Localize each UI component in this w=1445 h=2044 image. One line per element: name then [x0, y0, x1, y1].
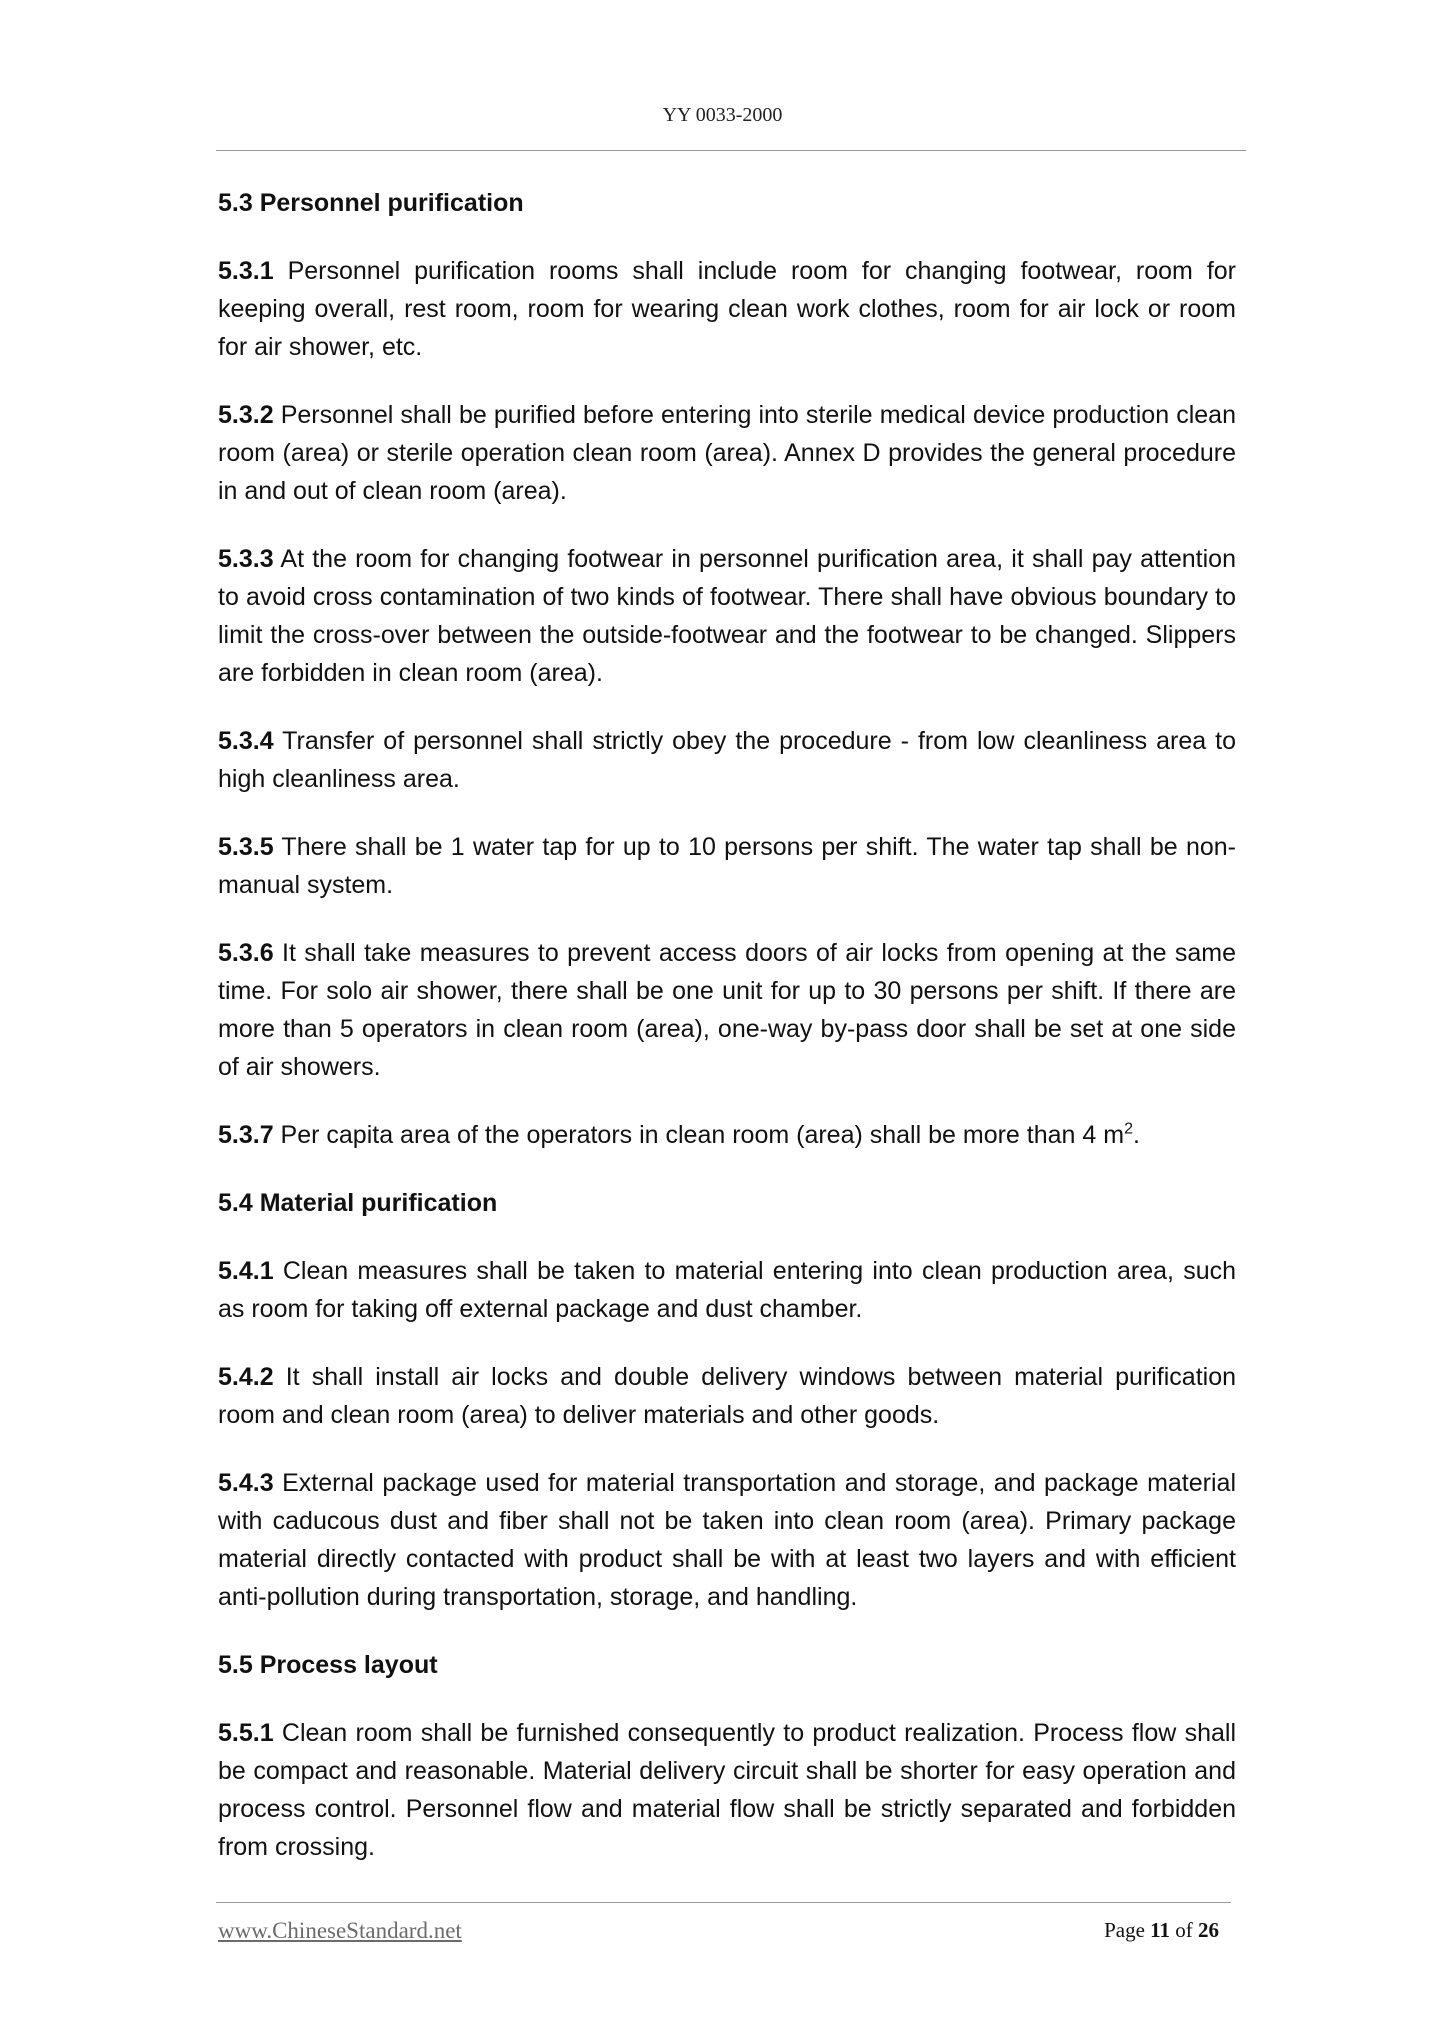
clause-5-3-6	[218, 934, 1236, 1086]
clause-text: It shall install air locks and double delivery windows between material purification room and clean room (area) to deliver materials and other goods.	[218, 1363, 1236, 1429]
clause-5-4-3	[218, 1464, 1236, 1616]
section-heading-5-4: 5.4 Material purification	[218, 1189, 498, 1217]
clause-number: 5.4.3	[218, 1469, 274, 1497]
clause-5-4-1	[218, 1252, 1236, 1328]
clause-text: Personnel purification rooms shall include room for changing footwear, room for keeping overall, rest room, room for wearing clean work clothes, room for air lock or room for air shower, etc.	[218, 257, 1236, 361]
clause-number: 5.5.1	[218, 1719, 274, 1747]
clause-5-3-1	[218, 252, 1236, 366]
clause-text-end: .	[1132, 1121, 1140, 1149]
document-header-code: YY 0033-2000	[662, 104, 783, 126]
clause-text: It shall take measures to prevent access doors of air locks from opening at the same time. For solo air shower, there shall be one unit for up to 30 persons per shift. If there are more than 5 operators in clean room (area), one-way by-pass door shall be set at one side of air showers.	[218, 939, 1236, 1081]
clause-5-3-2	[218, 396, 1236, 510]
clause-5-4-2	[218, 1358, 1236, 1434]
page-prefix: Page	[1104, 1918, 1151, 1942]
section-heading-5-3: 5.3 Personnel purification	[218, 189, 524, 217]
clause-number: 5.3.4	[218, 727, 274, 755]
clause-number: 5.3.7	[218, 1121, 274, 1149]
clause-5-3-5	[218, 828, 1236, 904]
clause-number: 5.4.1	[218, 1257, 274, 1285]
clause-5-3-4	[218, 722, 1236, 798]
clause-text: Per capita area of the operators in clean room (area) shall be more than 4 m	[273, 1121, 1125, 1149]
clause-5-3-3	[218, 540, 1236, 692]
page-of: of	[1170, 1918, 1198, 1942]
clause-number: 5.3.6	[218, 939, 274, 967]
clause-text: Clean room shall be furnished consequently to product realization. Process flow shall be compact and reasonable. Material delivery circuit shall be shorter for easy operation and process control. Personnel flow and material flow shall be strictly separated and forbidden from crossing.	[218, 1719, 1236, 1861]
document-body	[218, 180, 1236, 1896]
clause-text: External package used for material transportation and storage, and package material with caducous dust and fiber shall not be taken into clean room (area). Primary package material directly contacted with product shall be with at least two layers and with efficient anti-pollution during transportation, storage, and handling.	[218, 1469, 1236, 1611]
clause-5-5-1	[218, 1714, 1236, 1866]
clause-text: There shall be 1 water tap for up to 10 persons per shift. The water tap shall be non-manual system.	[218, 833, 1236, 899]
clause-text: Personnel shall be purified before entering into sterile medical device production clean room (area) or sterile operation clean room (area). Annex D provides the general procedure in and out of clean room (area).	[218, 401, 1236, 505]
footer-website-link[interactable]: www.ChineseStandard.net	[218, 1918, 462, 1943]
clause-number: 5.3.1	[218, 257, 274, 285]
clause-number: 5.3.3	[218, 545, 274, 573]
clause-number: 5.3.5	[218, 833, 274, 861]
page-current: 11	[1150, 1918, 1170, 1942]
clause-number: 5.4.2	[218, 1363, 274, 1391]
clause-text: Clean measures shall be taken to material entering into clean production area, such as room for taking off external package and dust chamber.	[218, 1257, 1236, 1323]
superscript-exponent: 2	[1124, 1120, 1133, 1138]
clause-text: At the room for changing footwear in personnel purification area, it shall pay attention to avoid cross contamination of two kinds of footwear. There shall have obvious boundary to limit the cross-over between the outside-footwear and the footwear to be changed. Slippers are forbidden in clean room (area).	[218, 545, 1236, 687]
section-heading-5-5: 5.5 Process layout	[218, 1651, 438, 1679]
page-number	[1104, 1918, 1219, 1943]
footer-divider	[216, 1902, 1231, 1903]
clause-number: 5.3.2	[218, 401, 274, 429]
header-divider	[216, 150, 1246, 151]
page-total: 26	[1198, 1918, 1219, 1942]
clause-5-3-7	[218, 1116, 1236, 1154]
clause-text: Transfer of personnel shall strictly obey the procedure - from low cleanliness area to high cleanliness area.	[218, 727, 1236, 793]
